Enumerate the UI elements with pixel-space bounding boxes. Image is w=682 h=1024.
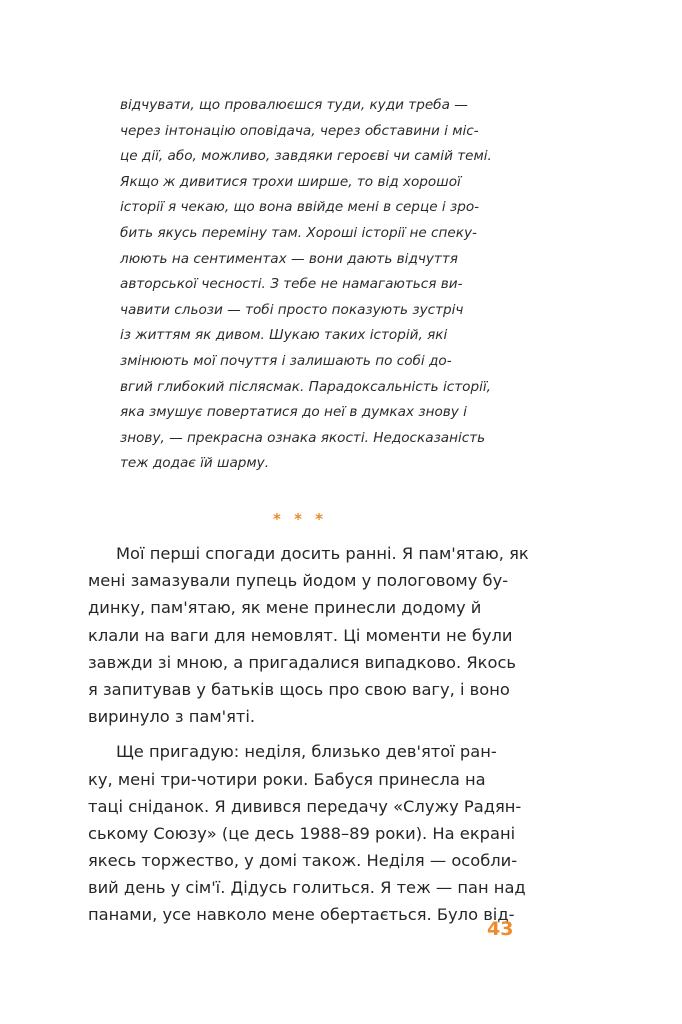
quote-line: люють на сентиментах — вони дають відчуття	[120, 250, 458, 267]
body-line: динку, пам'ятаю, як мене принесли додому й	[88, 598, 482, 618]
body-line: таці сніданок. Я дивився передачу «Служу Радян-	[88, 796, 522, 816]
quote-line: історії я чекаю, що вона ввійде мені в серце і зро-	[120, 199, 480, 216]
quote-line: чавити сльози — тобі просто показують зустріч	[120, 301, 464, 318]
body-line: Мої перші спогади досить ранні. Я пам'ятаю, як	[116, 544, 529, 563]
body-line: Ще пригадую: неділя, близько дев'ятої ран-	[116, 742, 497, 762]
page-number: 43	[487, 918, 514, 940]
quote-line: бить якусь переміну там. Хороші історії не спеку-	[120, 224, 477, 241]
body-line: клали на ваги для немовлят. Ці моменти не були	[88, 625, 513, 645]
body-line: якесь торжество, у домі також. Неділя — особли-	[88, 851, 518, 871]
body-line: мені замазували пупець йодом у пологовому бу-	[88, 571, 509, 591]
body-line: панами, усе навколо мене обертається. Було від-	[88, 905, 515, 925]
quote-line: яка змушує повертатися до неї в думках знову і	[120, 404, 467, 421]
quote-line: із життям як дивом. Шукаю таких історій, які	[120, 327, 448, 344]
quote-line: відчувати, що провалюєшся туди, куди треба —	[120, 97, 468, 113]
quote-line: вгий глибокий післясмак. Парадоксальність історії,	[120, 378, 491, 395]
body-line: виринуло з пам'яті.	[88, 707, 256, 727]
quote-line: теж додає їй шарму.	[120, 455, 270, 472]
body-line: ку, мені три-чотири роки. Бабуся принесла на	[88, 769, 486, 789]
quote-line: це дії, або, можливо, завдяки героєві чи самій темі.	[120, 148, 492, 165]
quote-line: змінюють мої почуття і залишають по собі до-	[120, 352, 452, 369]
section-separator: * * *	[273, 510, 327, 528]
body-line: завжди зі мною, а пригадалися випадково. Якось	[88, 652, 517, 672]
quote-line: авторської чесності. З тебе не намагаються ви-	[120, 276, 463, 293]
quote-line: через інтонацію оповідача, через обставини і міс-	[120, 122, 479, 139]
quote-line: знову, — прекрасна ознака якості. Недосказаність	[120, 429, 486, 446]
body-line: ському Союзу» (це десь 1988–89 роки). На екрані	[88, 823, 516, 843]
quote-line: Якщо ж дивитися трохи ширше, то від хорошої	[120, 173, 461, 190]
italic-quote-block	[120, 93, 496, 477]
body-line: вий день у сім'ї. Дідусь голиться. Я теж — пан над	[88, 878, 526, 898]
body-text	[88, 540, 529, 929]
body-line: я запитував у батьків щось про свою вагу, і воно	[88, 679, 510, 699]
